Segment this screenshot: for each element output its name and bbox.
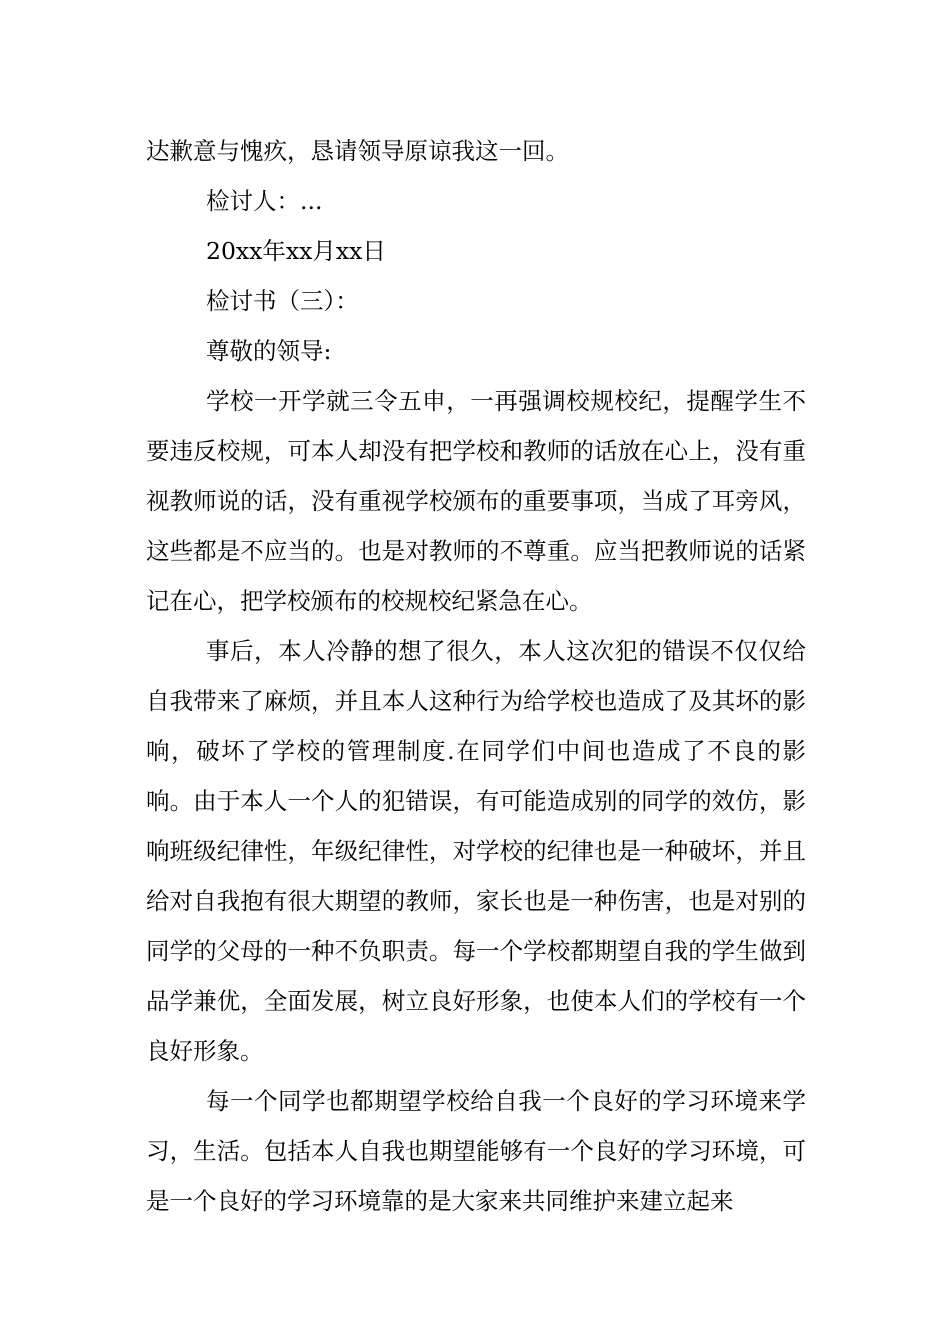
- salutation: 尊敬的领导:: [206, 337, 332, 365]
- paragraph-2: 事后，本人冷静的想了很久，本人这次犯的错误不仅仅给自我带来了麻烦，并且本人这种行为给学校也造成了及其坏的影响，破坏了学校的管理制度.在同学们中间也造成了不良的影响。由于本人一个人的犯错误，有可能造成别的同学的效仿，影响班级纪律性，年级纪律性，对学校的纪律也是一种破坏，并且给对自我抱有很大期望的教师，家长也是一种伤害，也是对别的同学的父母的一种不负职责。每一个学校都期望自我的学生做到品学兼优，全面发展，树立良好形象，也使本人们的学校有一个良好形象。: [146, 637, 806, 1065]
- signature-line: 检讨人：...: [206, 187, 323, 215]
- continuation-line: 达歉意与愧疚，恳请领导原谅我这一回。: [146, 137, 569, 165]
- document-page: [146, 126, 806, 1226]
- date-line: 20xx年xx月xx日: [206, 237, 386, 265]
- paragraph-1: 学校一开学就三令五申，一再强调校规校纪，提醒学生不要违反校规，可本人却没有把学校和教师的话放在心上，没有重视教师说的话，没有重视学校颁布的重要事项，当成了耳旁风，这些都是不应当的。也是对教师的不尊重。应当把教师说的话紧记在心，把学校颁布的校规校纪紧急在心。: [146, 387, 806, 615]
- paragraph-3: 每一个同学也都期望学校给自我一个良好的学习环境来学习，生活。包括本人自我也期望能够有一个良好的学习环境，可是一个良好的学习环境靠的是大家来共同维护来建立起来: [146, 1087, 806, 1215]
- section-heading: 检讨书（三）：: [206, 287, 359, 315]
